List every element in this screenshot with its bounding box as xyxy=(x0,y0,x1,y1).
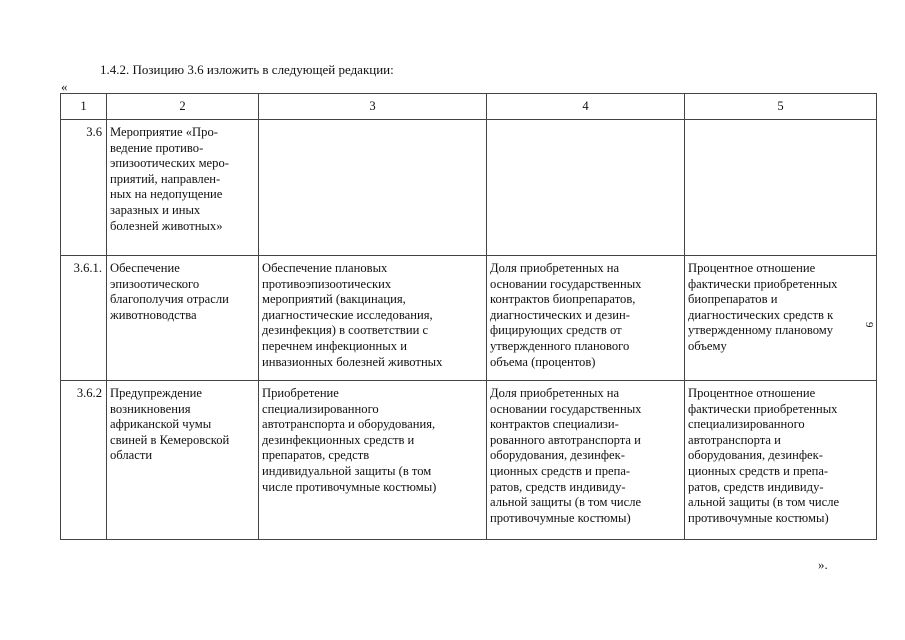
cell-text-line: специализированного xyxy=(688,417,805,432)
table-row xyxy=(61,120,877,256)
cell-text-line: объему xyxy=(688,338,727,353)
cell-text-line: диагностических и дезин- xyxy=(490,307,630,322)
cell-text-line: перечнем инфекционных и xyxy=(262,338,407,353)
cell-text-line: болезней животных» xyxy=(110,218,223,233)
activity-cell xyxy=(107,256,259,381)
cell-text-line: фактически приобретенных xyxy=(688,276,838,291)
cell-text-line: оборудования, дезинфек- xyxy=(688,448,823,463)
cell-text-line: области xyxy=(110,448,153,463)
cell-text-line: заразных и иных xyxy=(110,202,201,217)
cell-text-line: контрактов биопрепаратов, xyxy=(490,292,636,307)
method-cell xyxy=(685,120,877,256)
cell-text-line: основании государственных xyxy=(490,401,642,416)
row-number-cell: 3.6 xyxy=(61,120,107,256)
indicator-cell xyxy=(487,381,685,540)
cell-text-line: утвержденному плановому xyxy=(688,323,834,338)
cell-text-line: биопрепаратов и xyxy=(688,292,778,307)
cell-text-line: альной защиты (в том числе xyxy=(490,495,642,510)
cell-text-line: автотранспорта и оборудования, xyxy=(262,417,436,432)
method-cell xyxy=(685,256,877,381)
cell-text-line: фицирующих средств от xyxy=(490,323,622,338)
page-number: 9 xyxy=(863,322,875,328)
measure-cell xyxy=(259,256,487,381)
cell-text-line: ных на недопущение xyxy=(110,187,223,202)
cell-text-line: дезинфекционных средств и xyxy=(262,432,415,447)
header-cell: 5 xyxy=(685,94,877,120)
cell-text-line: эпизоотических меро- xyxy=(110,156,229,171)
cell-text-line: альной защиты (в том числе xyxy=(688,495,840,510)
cell-text-line: противочумные костюмы) xyxy=(688,510,829,525)
header-cell: 2 xyxy=(107,94,259,120)
cell-text-line: инвазионных болезней животных xyxy=(262,354,443,369)
header-cell: 3 xyxy=(259,94,487,120)
opening-quote: « xyxy=(61,79,68,94)
cell-text-line: Процентное отношение xyxy=(688,386,816,400)
cell-text-line: оборудования, дезинфек- xyxy=(490,448,625,463)
positions-table xyxy=(60,93,877,540)
cell-text-line: мероприятий (вакцинация, xyxy=(262,292,406,307)
header-cell: 4 xyxy=(487,94,685,120)
cell-text-line: противочумные костюмы) xyxy=(490,510,631,525)
indicator-cell xyxy=(487,256,685,381)
table-row xyxy=(61,256,877,381)
cell-text-line: африканской чумы xyxy=(110,417,212,432)
cell-text-line: противоэпизоотических xyxy=(262,276,392,291)
cell-text-line: объема (процентов) xyxy=(490,354,596,369)
cell-text-line: фактически приобретенных xyxy=(688,401,838,416)
cell-text-line: Приобретение xyxy=(262,386,339,400)
cell-text-line: свиней в Кемеровской xyxy=(110,432,230,447)
row-number-cell: 3.6.1. xyxy=(61,256,107,381)
cell-text-line: числе противочумные костюмы) xyxy=(262,479,437,494)
table-row xyxy=(61,381,877,540)
cell-text-line: ционных средств и препа- xyxy=(490,463,631,478)
cell-text-line: диагностических средств к xyxy=(688,307,834,322)
measure-cell xyxy=(259,381,487,540)
cell-text-line: благополучия отрасли xyxy=(110,292,229,307)
cell-text-line: индивидуальной защиты (в том xyxy=(262,463,432,478)
cell-text-line: Обеспечение плановых xyxy=(262,261,388,275)
cell-text-line: Мероприятие «Про- xyxy=(110,125,218,139)
cell-text-line: приятий, направлен- xyxy=(110,171,221,186)
cell-text-line: эпизоотического xyxy=(110,276,200,291)
cell-text-line: ционных средств и препа- xyxy=(688,463,829,478)
table-header-row xyxy=(61,94,877,120)
cell-text-line: ратов, средств индивиду- xyxy=(490,479,626,494)
cell-text-line: возникновения xyxy=(110,401,191,416)
cell-text-line: контрактов специализи- xyxy=(490,417,619,432)
cell-text-line: препаратов, средств xyxy=(262,448,370,463)
cell-text-line: утвержденного планового xyxy=(490,338,630,353)
header-cell: 1 xyxy=(61,94,107,120)
cell-text-line: Обеспечение xyxy=(110,261,180,275)
cell-text-line: автотранспорта и xyxy=(688,432,781,447)
activity-cell xyxy=(107,381,259,540)
cell-text-line: дезинфекция) в соответствии с xyxy=(262,323,429,338)
cell-text-line: рованного автотранспорта и xyxy=(490,432,641,447)
cell-text-line: ведение противо- xyxy=(110,140,204,155)
closing-quote: ». xyxy=(818,557,828,572)
row-number-cell: 3.6.2 xyxy=(61,381,107,540)
cell-text-line: Доля приобретенных на xyxy=(490,386,620,400)
cell-text-line: специализированного xyxy=(262,401,379,416)
intro-text: 1.4.2. Позицию 3.6 изложить в следующей редакции: xyxy=(100,62,394,77)
cell-text-line: Процентное отношение xyxy=(688,261,816,275)
activity-cell xyxy=(107,120,259,256)
cell-text-line: основании государственных xyxy=(490,276,642,291)
cell-text-line: Предупреждение xyxy=(110,386,202,400)
measure-cell xyxy=(259,120,487,256)
indicator-cell xyxy=(487,120,685,256)
cell-text-line: животноводства xyxy=(110,307,197,322)
cell-text-line: ратов, средств индивиду- xyxy=(688,479,824,494)
cell-text-line: Доля приобретенных на xyxy=(490,261,620,275)
cell-text-line: диагностические исследования, xyxy=(262,307,433,322)
method-cell xyxy=(685,381,877,540)
